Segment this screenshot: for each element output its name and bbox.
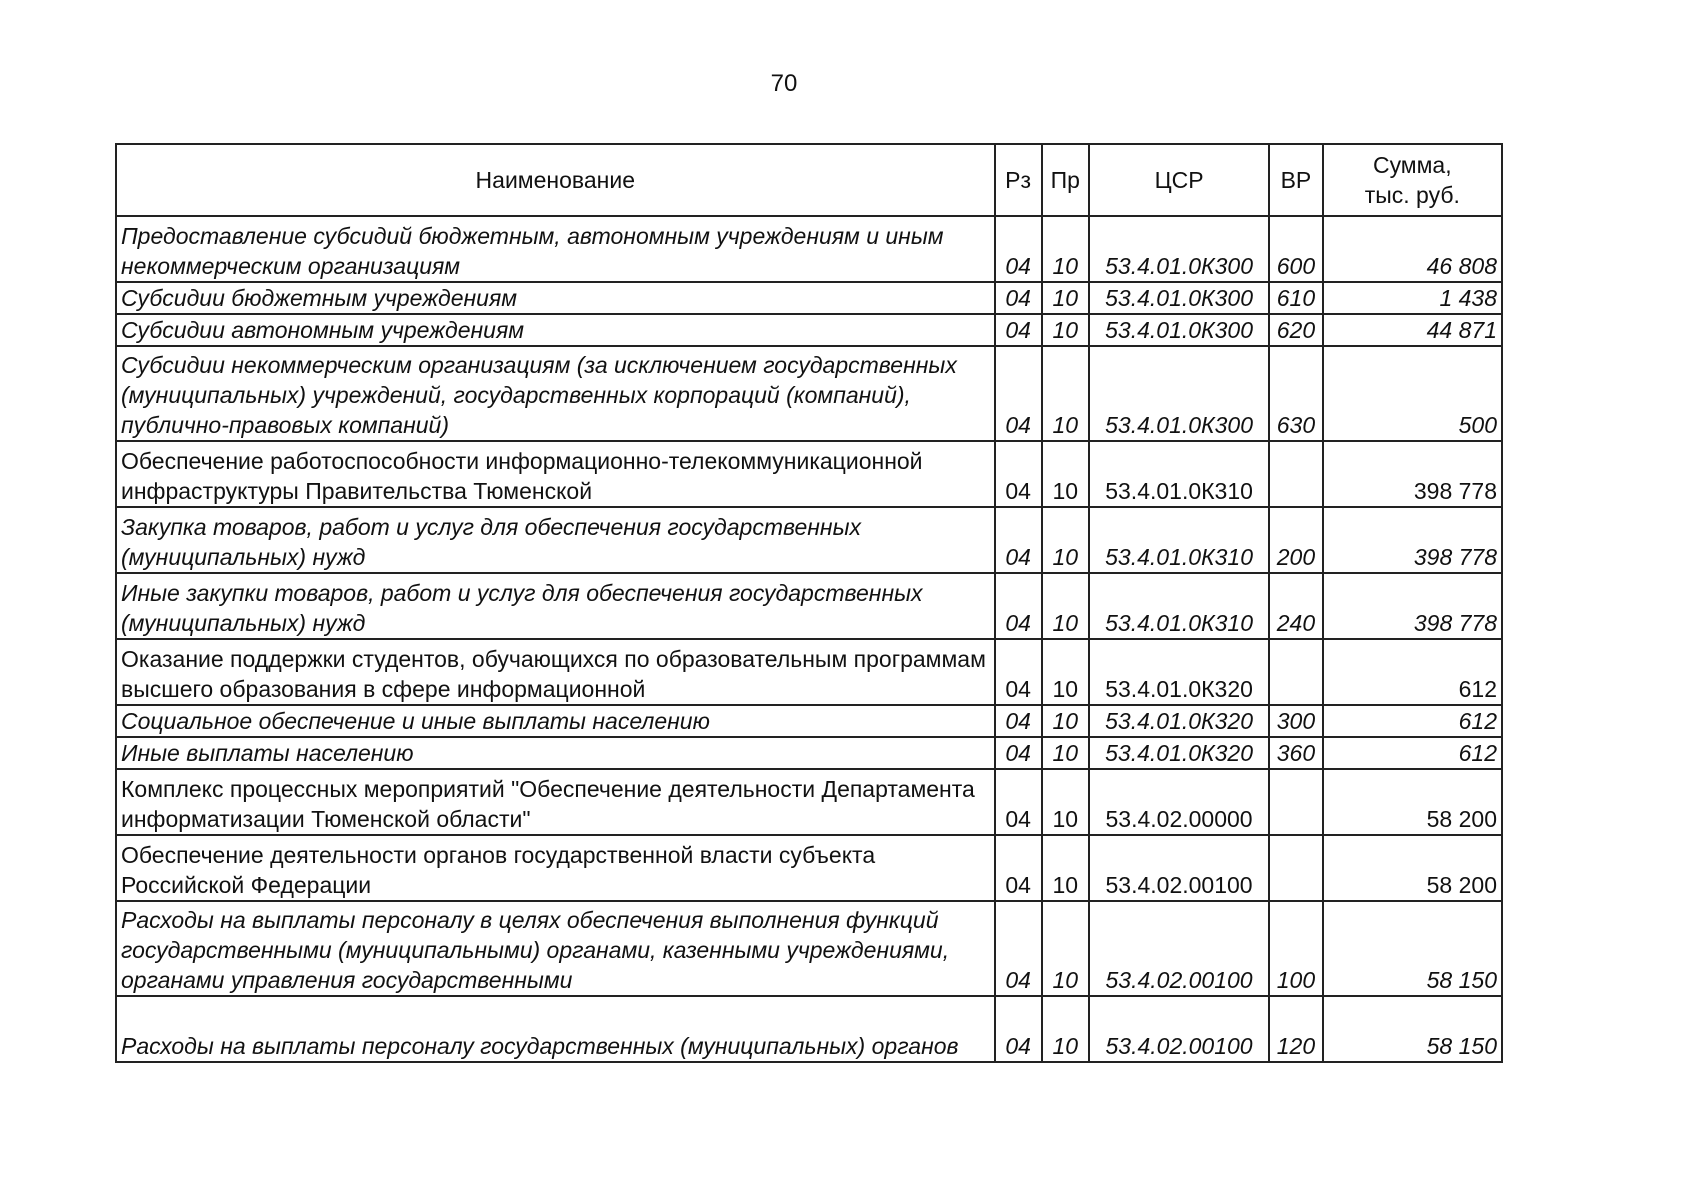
cell-sum: 612 [1323,705,1502,737]
cell-csr: 53.4.01.0К310 [1089,441,1269,507]
cell-csr: 53.4.01.0К310 [1089,507,1269,573]
cell-rz: 04 [995,769,1042,835]
cell-sum: 398 778 [1323,441,1502,507]
cell-pr: 10 [1042,996,1089,1062]
cell-name: Субсидии автономным учреждениям [116,314,995,346]
cell-csr: 53.4.02.00100 [1089,996,1269,1062]
cell-vr: 100 [1269,901,1322,996]
cell-rz: 04 [995,901,1042,996]
cell-pr: 10 [1042,737,1089,769]
header-csr: ЦСР [1089,144,1269,216]
cell-rz: 04 [995,282,1042,314]
cell-name: Субсидии бюджетным учреждениям [116,282,995,314]
table-row [116,737,1502,769]
table-row [116,507,1502,573]
cell-vr: 600 [1269,216,1322,282]
cell-name: Иные закупки товаров, работ и услуг для обеспечения государственных (муниципальных) нужд [116,573,995,639]
cell-rz: 04 [995,705,1042,737]
cell-vr: 360 [1269,737,1322,769]
header-sum [1323,144,1502,216]
cell-pr: 10 [1042,441,1089,507]
cell-csr: 53.4.02.00000 [1089,769,1269,835]
header-row [116,144,1502,216]
table-row [116,835,1502,901]
cell-name: Обеспечение деятельности органов государственной власти субъекта Российской Федерации [116,835,995,901]
page-number: 70 [770,70,798,97]
cell-rz: 04 [995,346,1042,441]
table-row [116,573,1502,639]
cell-sum: 500 [1323,346,1502,441]
cell-pr: 10 [1042,705,1089,737]
cell-name: Предоставление субсидий бюджетным, автономным учреждениям и иным некоммерческим организациям [116,216,995,282]
cell-vr [1269,441,1322,507]
cell-rz: 04 [995,441,1042,507]
cell-sum: 1 438 [1323,282,1502,314]
cell-csr: 53.4.01.0К300 [1089,314,1269,346]
cell-rz: 04 [995,639,1042,705]
cell-rz: 04 [995,737,1042,769]
cell-name: Закупка товаров, работ и услуг для обеспечения государственных (муниципальных) нужд [116,507,995,573]
cell-vr: 610 [1269,282,1322,314]
cell-csr: 53.4.01.0К320 [1089,737,1269,769]
cell-vr: 240 [1269,573,1322,639]
cell-pr: 10 [1042,346,1089,441]
cell-name: Оказание поддержки студентов, обучающихся по образовательным программам высшего образования в сфере информационной [116,639,995,705]
cell-name: Субсидии некоммерческим организациям (за исключением государственных (муниципальных) учреждений, государственных корпораций (компаний), публично-правовых компаний) [116,346,995,441]
cell-rz: 04 [995,996,1042,1062]
cell-sum: 58 150 [1323,901,1502,996]
cell-csr: 53.4.01.0К320 [1089,639,1269,705]
cell-sum: 398 778 [1323,507,1502,573]
cell-csr: 53.4.02.00100 [1089,901,1269,996]
table-header [116,144,1502,216]
cell-sum: 58 200 [1323,835,1502,901]
cell-csr: 53.4.01.0К300 [1089,216,1269,282]
cell-sum: 612 [1323,639,1502,705]
header-vr: ВР [1269,144,1322,216]
cell-vr [1269,835,1322,901]
table-row [116,996,1502,1062]
table-body [116,216,1502,1062]
cell-vr: 630 [1269,346,1322,441]
cell-sum: 612 [1323,737,1502,769]
cell-csr: 53.4.01.0К300 [1089,282,1269,314]
cell-sum: 398 778 [1323,573,1502,639]
budget-table [115,143,1503,1063]
cell-rz: 04 [995,507,1042,573]
cell-csr: 53.4.01.0К310 [1089,573,1269,639]
table-row [116,639,1502,705]
cell-rz: 04 [995,314,1042,346]
cell-rz: 04 [995,216,1042,282]
table-row [116,441,1502,507]
cell-pr: 10 [1042,282,1089,314]
cell-name: Комплекс процессных мероприятий "Обеспечение деятельности Департамента информатизации Тюменской области" [116,769,995,835]
cell-csr: 53.4.01.0К320 [1089,705,1269,737]
cell-sum: 46 808 [1323,216,1502,282]
cell-name: Социальное обеспечение и иные выплаты населению [116,705,995,737]
cell-sum: 44 871 [1323,314,1502,346]
cell-vr: 620 [1269,314,1322,346]
table-row [116,901,1502,996]
cell-vr: 120 [1269,996,1322,1062]
cell-vr: 300 [1269,705,1322,737]
header-sum-text: Сумма, тыс. руб. [1364,152,1460,208]
cell-name: Расходы на выплаты персоналу в целях обеспечения выполнения функций государственными (муниципальными) органами, казенными учреждениями, органами управления государственными [116,901,995,996]
cell-pr: 10 [1042,314,1089,346]
cell-pr: 10 [1042,573,1089,639]
cell-name: Расходы на выплаты персоналу государственных (муниципальных) органов [116,996,995,1062]
cell-name: Обеспечение работоспособности информационно-телекоммуникационной инфраструктуры Правительства Тюменской [116,441,995,507]
cell-sum: 58 200 [1323,769,1502,835]
cell-sum: 58 150 [1323,996,1502,1062]
cell-name: Иные выплаты населению [116,737,995,769]
table-row [116,769,1502,835]
cell-pr: 10 [1042,901,1089,996]
table-row [116,346,1502,441]
cell-rz: 04 [995,573,1042,639]
cell-vr [1269,769,1322,835]
header-pr: Пр [1042,144,1089,216]
cell-pr: 10 [1042,507,1089,573]
cell-vr: 200 [1269,507,1322,573]
cell-pr: 10 [1042,216,1089,282]
cell-pr: 10 [1042,835,1089,901]
cell-csr: 53.4.01.0К300 [1089,346,1269,441]
header-name: Наименование [116,144,995,216]
cell-pr: 10 [1042,769,1089,835]
cell-csr: 53.4.02.00100 [1089,835,1269,901]
cell-vr [1269,639,1322,705]
cell-pr: 10 [1042,639,1089,705]
cell-rz: 04 [995,835,1042,901]
table-row [116,282,1502,314]
table-row [116,216,1502,282]
header-rz: Рз [995,144,1042,216]
table-row [116,705,1502,737]
table-row [116,314,1502,346]
